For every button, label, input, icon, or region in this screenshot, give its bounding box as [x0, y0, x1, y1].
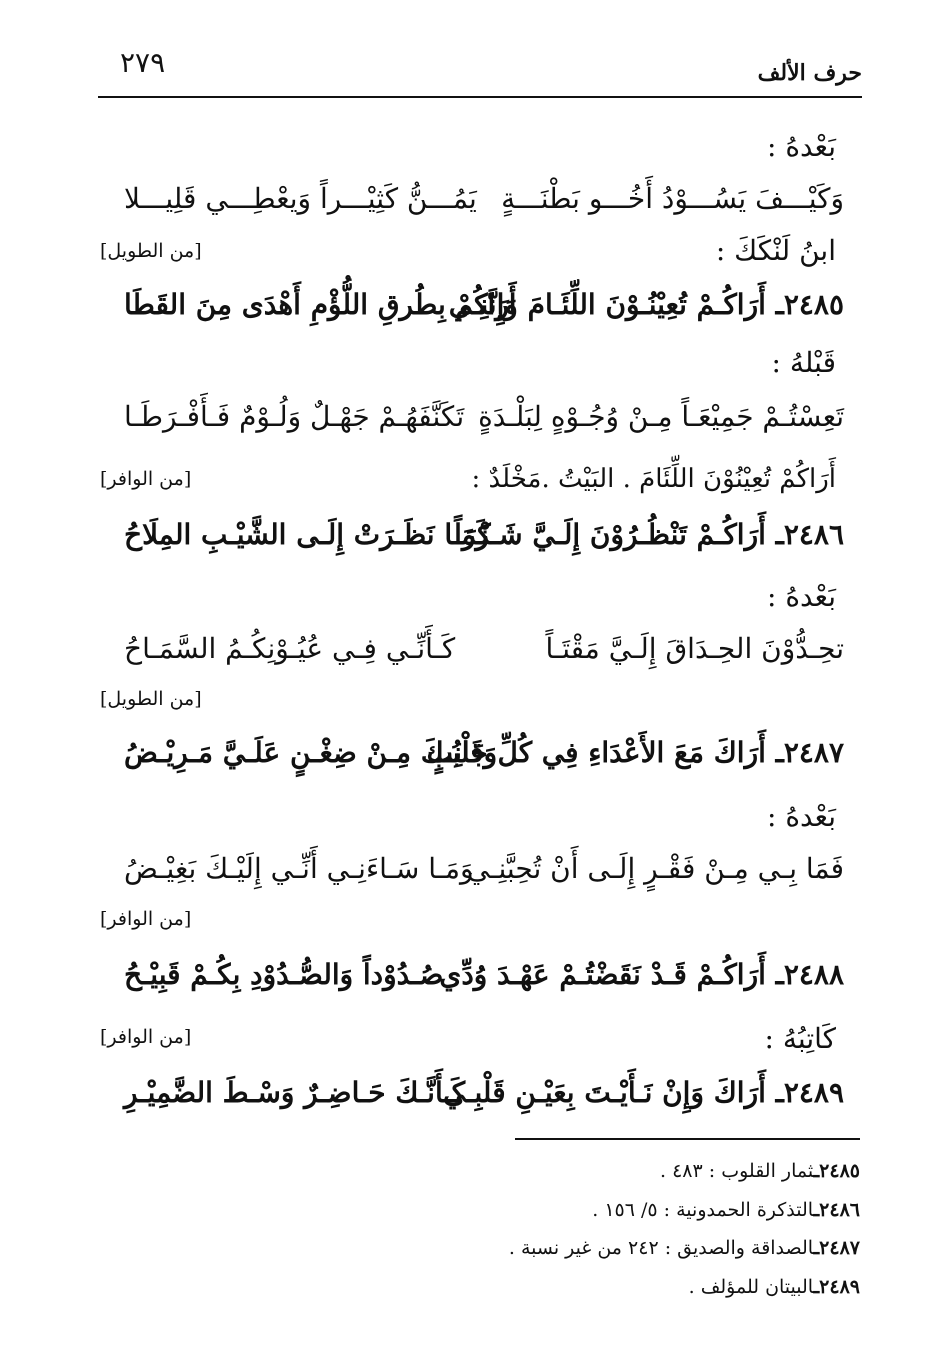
second-hemistich: كَـأَنَّـكَ حَـاضِـرٌ وَسْـطَ الضَّمِيْـرِ — [124, 1076, 466, 1109]
second-hemistich: كَمَـا نَظَـرَتْ إِلَـى الشَّيْـبِ المِلَاحُ — [124, 518, 491, 551]
footnote-text: الصداقة والصديق : ٢٤٢ من غير نسبة . — [508, 1237, 814, 1259]
page-header — [98, 40, 862, 98]
first-hemistich: تحِـدُّوْنَ الحِـدَاقَ إِلَـيَّ مَقْتَـاً — [545, 632, 844, 665]
footnote-number: ٢٤٨٥ـ — [813, 1160, 860, 1182]
footnote-rule — [515, 1138, 860, 1140]
first-hemistich-text: أَرَاكُـمْ قَـدْ نَقَضْتُـمْ عَهْـدَ وُدِّي — [439, 958, 766, 991]
verse-number: ٢٤٨٥ـ — [775, 288, 844, 321]
first-hemistich — [454, 518, 844, 551]
meter-label: [من الوافر] — [100, 908, 192, 930]
intro-label: بَعْدهُ : — [766, 580, 836, 613]
intro-label: ابنُ لَنْكَكَ : — [715, 234, 836, 267]
footnote-text: ثمار القلوب : ٤٨٣ . — [660, 1160, 814, 1182]
footnote-text: البيتان للمؤلف . — [688, 1276, 814, 1298]
footnote — [592, 1199, 860, 1221]
meter-label: [من الطويل] — [100, 688, 202, 710]
verse-number: ٢٤٨٩ـ — [775, 1076, 844, 1109]
footnote — [509, 1237, 860, 1259]
second-hemistich: وَمَـا سَـاءَنِـي أَنِّـي إِلَيْـكَ بَغِيْـضُ — [124, 852, 474, 885]
second-hemistich: يَمُـــنُّ كَثِيْـــراً وَيعْطِـــي قَلِيـــلا — [124, 182, 477, 215]
page-number: ٢٧٩ — [120, 46, 166, 79]
meter-label: [من الوافر] — [100, 1026, 192, 1048]
intro-label: قَبْلهُ : — [771, 346, 836, 379]
footnote-text: التذكرة الحمدونية : ٥/ ١٥٦ . — [592, 1199, 814, 1221]
footnote-number: ٢٤٨٧ـ — [813, 1237, 860, 1259]
first-hemistich-text: أَرَاكَ وَإِنْ نَـأَيْـتَ بِعَيْـنِ قَلْبِـي — [442, 1076, 766, 1109]
meter-label: [من الوافر] — [100, 468, 192, 490]
meter-label: [من الطويل] — [100, 240, 202, 262]
second-hemistich: كَـأَنِّـي فِـي عُيُـوْنِكُـمُ السَّمَـاحُ — [124, 632, 456, 665]
intro-label: بَعْدهُ : — [766, 130, 836, 163]
first-hemistich: تَعِسْتُـمْ جَمِيْعَـاً مِـنْ وُجُـوْهٍ لِبَلْـدَةٍ — [478, 400, 844, 433]
second-hemistich: تَكَنَّفَهُـمْ جَهْـلٌ وَلُـوْمٌ فَـأَفْـرَطَـا — [124, 400, 465, 433]
verse-number: ٢٤٨٨ـ — [775, 958, 844, 991]
footnote-number: ٢٤٨٦ـ — [813, 1199, 860, 1221]
first-hemistich-text: أَرَاكُـمْ تَنْظُـرُوْنَ إِلَـيَّ شَـزْرَاً — [454, 518, 766, 551]
second-hemistich: صُـدُوْداً وَالصُّـدُوْدِ بِكُـمْ قَبِيْـحُ — [124, 958, 444, 991]
intro-label: أَرَاكُمْ تُعِيْنُوْنَ اللِّئَامَ . البَيْتُ .مَخْلَدٌ : — [471, 464, 836, 494]
intro-label: كَاتِبُهُ : — [764, 1022, 836, 1055]
first-hemistich — [443, 1076, 844, 1109]
intro-label: بَعْدهُ : — [766, 800, 836, 833]
first-hemistich: وَكَيْـــفَ يَسُـــوْدُ أَخُـــو بَطْنَـــةٍ — [501, 182, 844, 215]
chapter-title: حرف الألف — [757, 60, 862, 86]
second-hemistich: وَقَلْبُـكَ مِـنْ ضِغْـنٍ عَلَـيَّ مَـرِيْـضُ — [124, 736, 498, 769]
header-rule — [98, 96, 862, 98]
first-hemistich — [439, 958, 844, 991]
verse-number: ٢٤٨٧ـ — [775, 736, 844, 769]
footnote-number: ٢٤٨٩ـ — [813, 1276, 860, 1298]
footnote — [660, 1160, 860, 1182]
second-hemistich: أَرَاكُمْ بِطُرقِ اللُّؤْمِ أَهْدَى مِنَ القَطَا — [124, 288, 517, 321]
first-hemistich-text: أَرَاكَ مَعَ الأَعْدَاءِ فِي كُلِّ جَانِبٍ — [426, 736, 766, 769]
footnote — [689, 1276, 860, 1298]
first-hemistich-text: أَرَاكُـمْ تُعِيْنُـوْنَ اللِّئَـامَ وَإِنَّنِـي — [448, 288, 766, 321]
verse-number: ٢٤٨٦ـ — [775, 518, 844, 551]
first-hemistich: فَمَا بِـي مِـنْ فَقْـرٍ إِلَـى أَنْ تُحِبَّنِـي — [466, 852, 844, 885]
